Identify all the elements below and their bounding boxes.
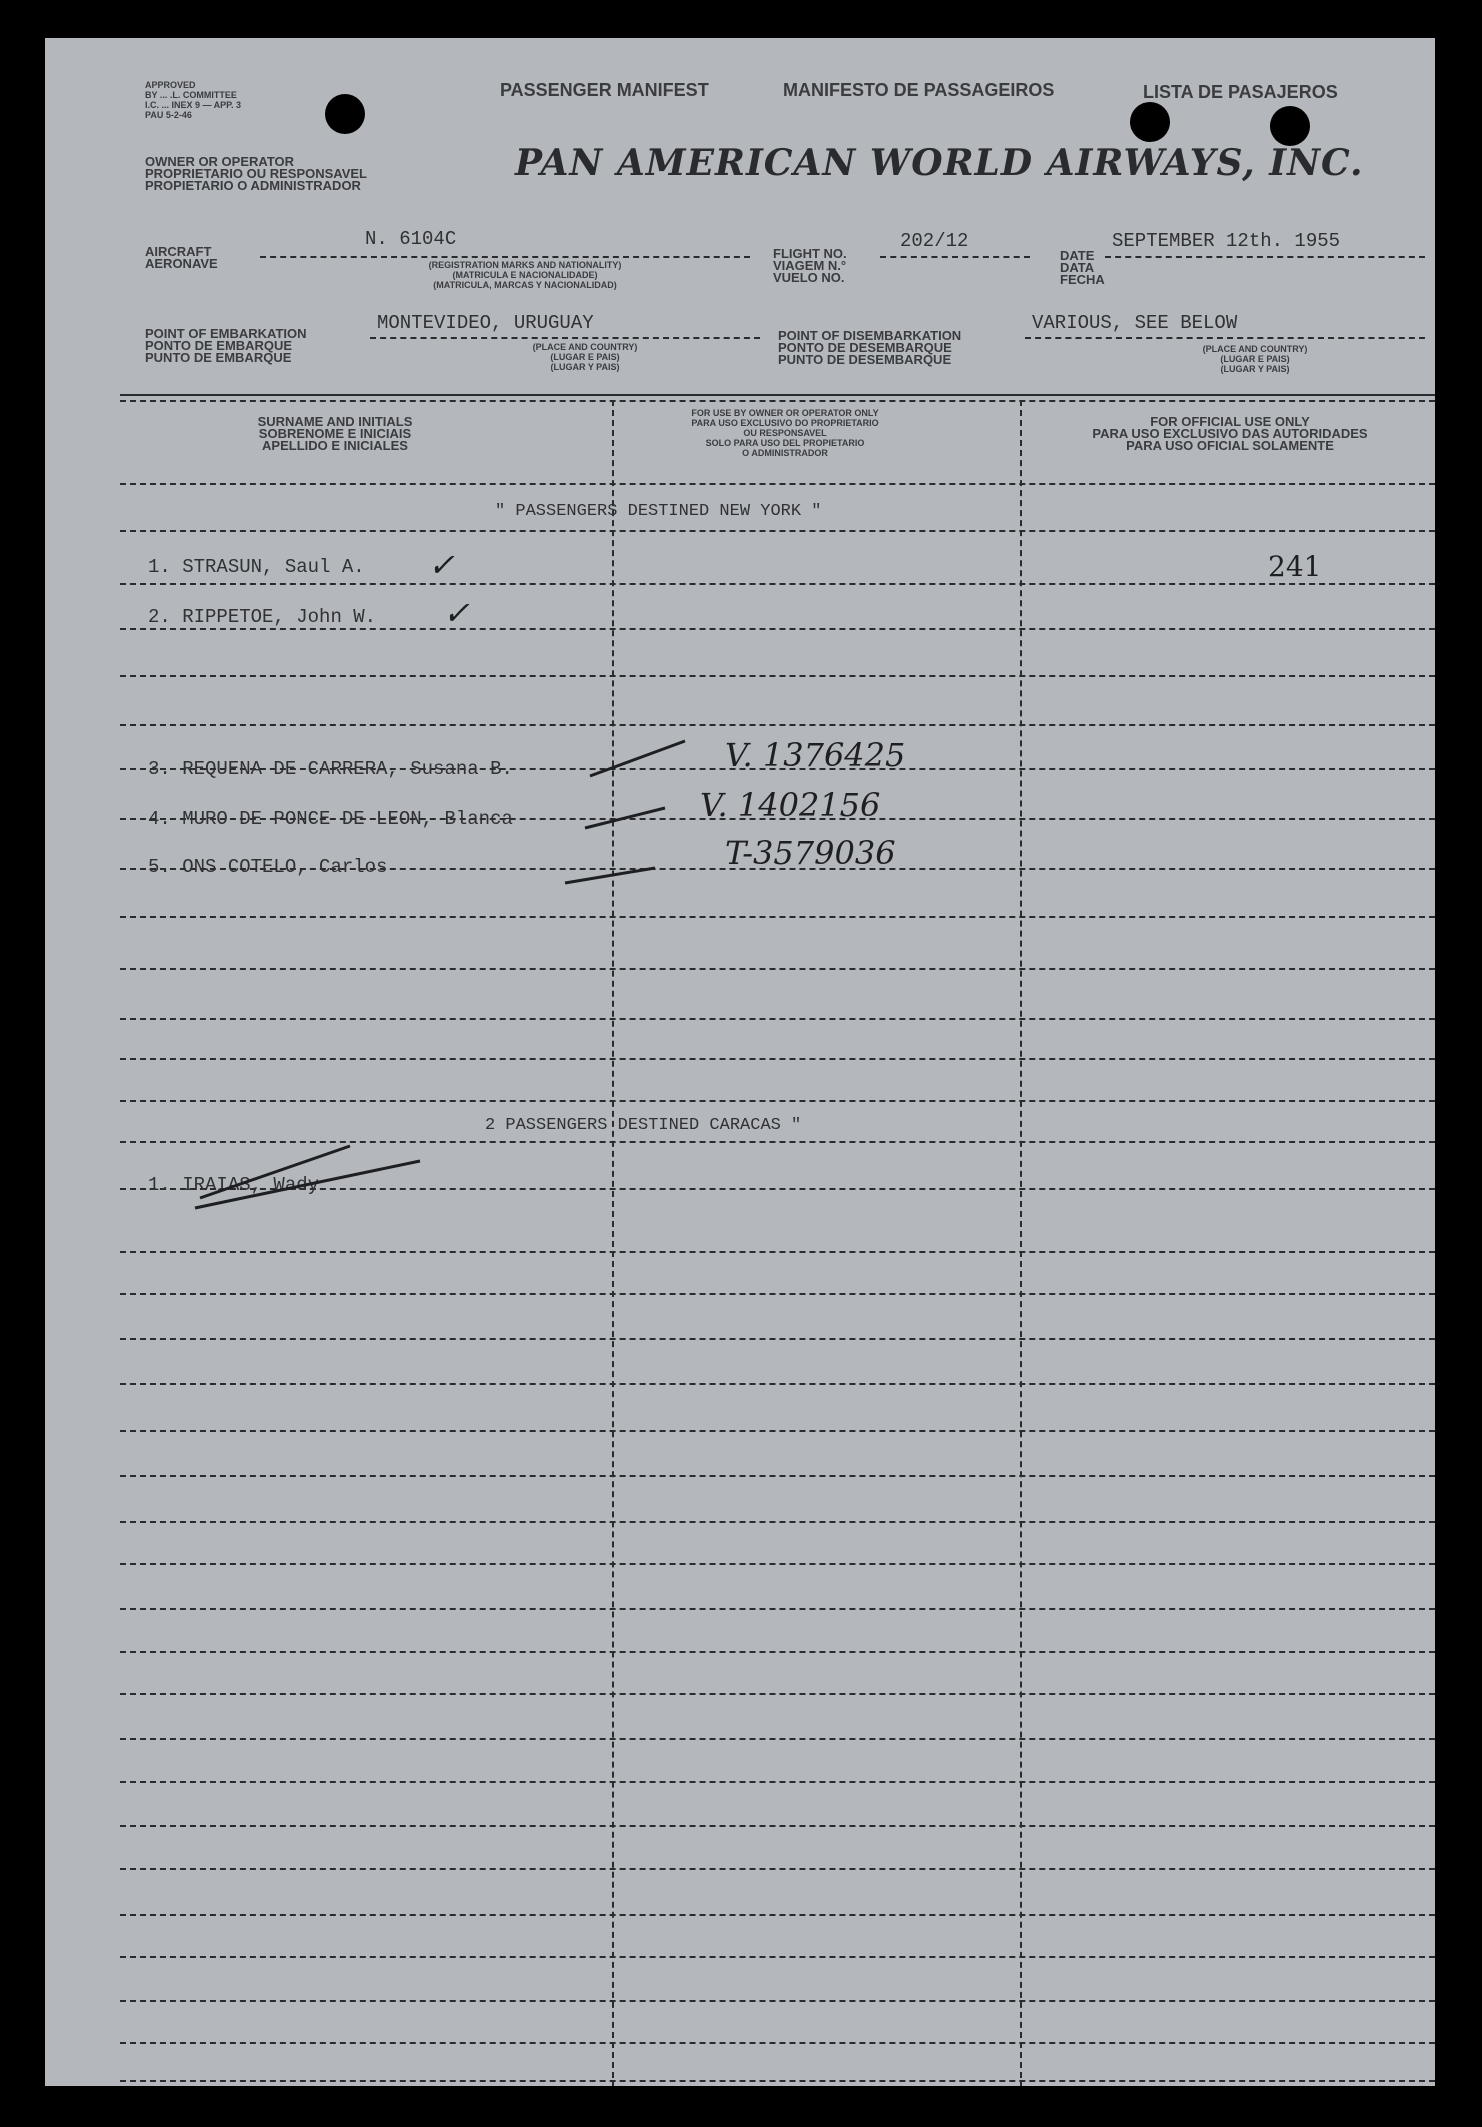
section-heading-new-york: " PASSENGERS DESTINED NEW YORK " [495, 502, 822, 521]
embark-underline [370, 337, 760, 339]
passenger-name: REQUENA DE CARRERA, Susana B. [182, 758, 513, 780]
approval-block: APPROVED BY ... .L. COMMITTEE I.C. ... INEX 9 — APP. 3 PAU 5-2-46 [145, 80, 242, 120]
ruled-line [120, 1251, 1435, 1253]
ruled-line [120, 968, 1435, 970]
passenger-row [148, 758, 513, 780]
passenger-name: ONS COTELO, Carlos [182, 856, 388, 878]
embark-sublabel: (PLACE AND COUNTRY) (LUGAR E PAIS) (LUGAR Y PAIS) [532, 342, 638, 372]
punch-hole [1130, 102, 1170, 142]
date-underline [1105, 256, 1425, 258]
flight-value: 202/12 [900, 230, 969, 252]
punch-hole [1270, 106, 1310, 146]
document-note: V. 1376425 [725, 736, 906, 774]
flight-underline [880, 256, 1030, 258]
ruled-line [120, 1693, 1435, 1695]
check-mark: ✓ [428, 546, 455, 584]
ruled-line [120, 1956, 1435, 1958]
manifest-sheet [45, 38, 1435, 2086]
passenger-number: 2. [148, 606, 171, 628]
disembark-sublabel: (PLACE AND COUNTRY) (LUGAR E PAIS) (LUGAR Y PAIS) [1202, 344, 1308, 374]
date-label: DATE DATA FECHA [1060, 248, 1105, 287]
ruled-line [120, 1058, 1435, 1060]
ruled-line [120, 628, 1435, 630]
dash-stroke [590, 741, 685, 776]
ruled-line [120, 1293, 1435, 1295]
document-note: T-3579036 [725, 834, 896, 872]
punch-hole [325, 94, 365, 134]
column-divider [612, 400, 614, 2086]
passenger-name: MURO DE PONCE DE LEON, Blanca [182, 808, 513, 830]
title-pt: MANIFESTO DE PASSAGEIROS [783, 80, 1055, 100]
disembark-underline [1025, 337, 1425, 339]
passenger-row [148, 808, 513, 830]
ruled-line [120, 1563, 1435, 1565]
owner-label: OWNER OR OPERATOR PROPRIETARIO OU RESPONSAVEL PROPIETARIO O ADMINISTRADOR [145, 154, 367, 193]
column-divider [1020, 400, 1022, 2086]
passenger-number: 3. [148, 758, 171, 780]
col-header-official: FOR OFFICIAL USE ONLY PARA USO EXCLUSIVO DAS AUTORIDADES PARA USO OFICIAL SOLAMENTE [1092, 414, 1368, 453]
passenger-row [148, 1174, 319, 1196]
ruled-line [120, 916, 1435, 918]
ruled-line [120, 1738, 1435, 1740]
ruled-line [120, 1521, 1435, 1523]
ruled-line [120, 1651, 1435, 1653]
ruled-line [120, 724, 1435, 726]
disembark-value: VARIOUS, SEE BELOW [1032, 312, 1238, 334]
dash-stroke [565, 868, 655, 883]
header-rule [120, 394, 1435, 396]
passenger-name: IRAIAS, Wady [182, 1174, 320, 1196]
passenger-row [148, 556, 365, 578]
date-value: SEPTEMBER 12th. 1955 [1112, 230, 1341, 252]
disembark-label: POINT OF DISEMBARKATION PONTO DE DESEMBARQUE PUNTO DE DESEMBARQUE [778, 328, 962, 367]
passenger-name: RIPPETOE, John W. [182, 606, 377, 628]
passenger-row [148, 856, 387, 878]
title-en: PASSENGER MANIFEST [500, 80, 709, 100]
ruled-line [120, 1825, 1435, 1827]
passenger-number: 4. [148, 808, 171, 830]
ruled-line [120, 1608, 1435, 1610]
ruled-line [120, 1781, 1435, 1783]
ruled-line [120, 1383, 1435, 1385]
ruled-line [120, 1338, 1435, 1340]
ruled-line [120, 1430, 1435, 1432]
embark-value: MONTEVIDEO, URUGUAY [377, 312, 594, 334]
flight-label: FLIGHT NO. VIAGEM N.° VUELO NO. [773, 246, 847, 285]
ruled-line [120, 583, 1435, 585]
aircraft-label: AIRCRAFT AERONAVE [145, 244, 218, 271]
official-number: 241 [1268, 550, 1322, 583]
aircraft-sublabel: (REGISTRATION MARKS AND NATIONALITY) (MATRICULA E NACIONALIDADE) (MATRICULA, MARCAS Y NACIONALIDAD) [428, 260, 622, 290]
col-header-operator: FOR USE BY OWNER OR OPERATOR ONLY PARA USO EXCLUSIVO DO PROPRIETARIO OU RESPONSAVEL SOLO PARA USO DEL PROPIETARIO O ADMINISTRADOR [691, 408, 879, 458]
aircraft-underline [260, 256, 750, 258]
passenger-number: 5. [148, 856, 171, 878]
ruled-line [120, 675, 1435, 677]
document-note: V. 1402156 [700, 786, 881, 824]
ruled-line [120, 1100, 1435, 1102]
airline-name: PAN AMERICAN WORLD AIRWAYS, INC. [515, 142, 1364, 184]
ruled-line [120, 530, 1435, 532]
ruled-line [120, 1018, 1435, 1020]
passenger-number: 1. [148, 1174, 171, 1196]
ruled-line [120, 1914, 1435, 1916]
ruled-line [120, 483, 1435, 485]
ruled-line [120, 1475, 1435, 1477]
passenger-row [148, 606, 376, 628]
passenger-name: STRASUN, Saul A. [182, 556, 365, 578]
col-header-names: SURNAME AND INITIALS SOBRENOME E INICIAIS APELLIDO E INICIALES [257, 414, 413, 453]
ruled-line [120, 2000, 1435, 2002]
ruled-line [120, 1868, 1435, 1870]
title-es: LISTA DE PASAJEROS [1143, 82, 1338, 102]
header-rule [120, 400, 1435, 402]
ruled-line [120, 1141, 1435, 1143]
check-mark: ✓ [443, 594, 470, 632]
ruled-line [120, 2080, 1435, 2082]
passenger-number: 1. [148, 556, 171, 578]
aircraft-value: N. 6104C [365, 228, 457, 250]
ruled-line [120, 2042, 1435, 2044]
embark-label: POINT OF EMBARKATION PONTO DE EMBARQUE PUNTO DE EMBARQUE [145, 326, 307, 365]
section-heading-caracas: 2 PASSENGERS DESTINED CARACAS " [485, 1116, 802, 1135]
